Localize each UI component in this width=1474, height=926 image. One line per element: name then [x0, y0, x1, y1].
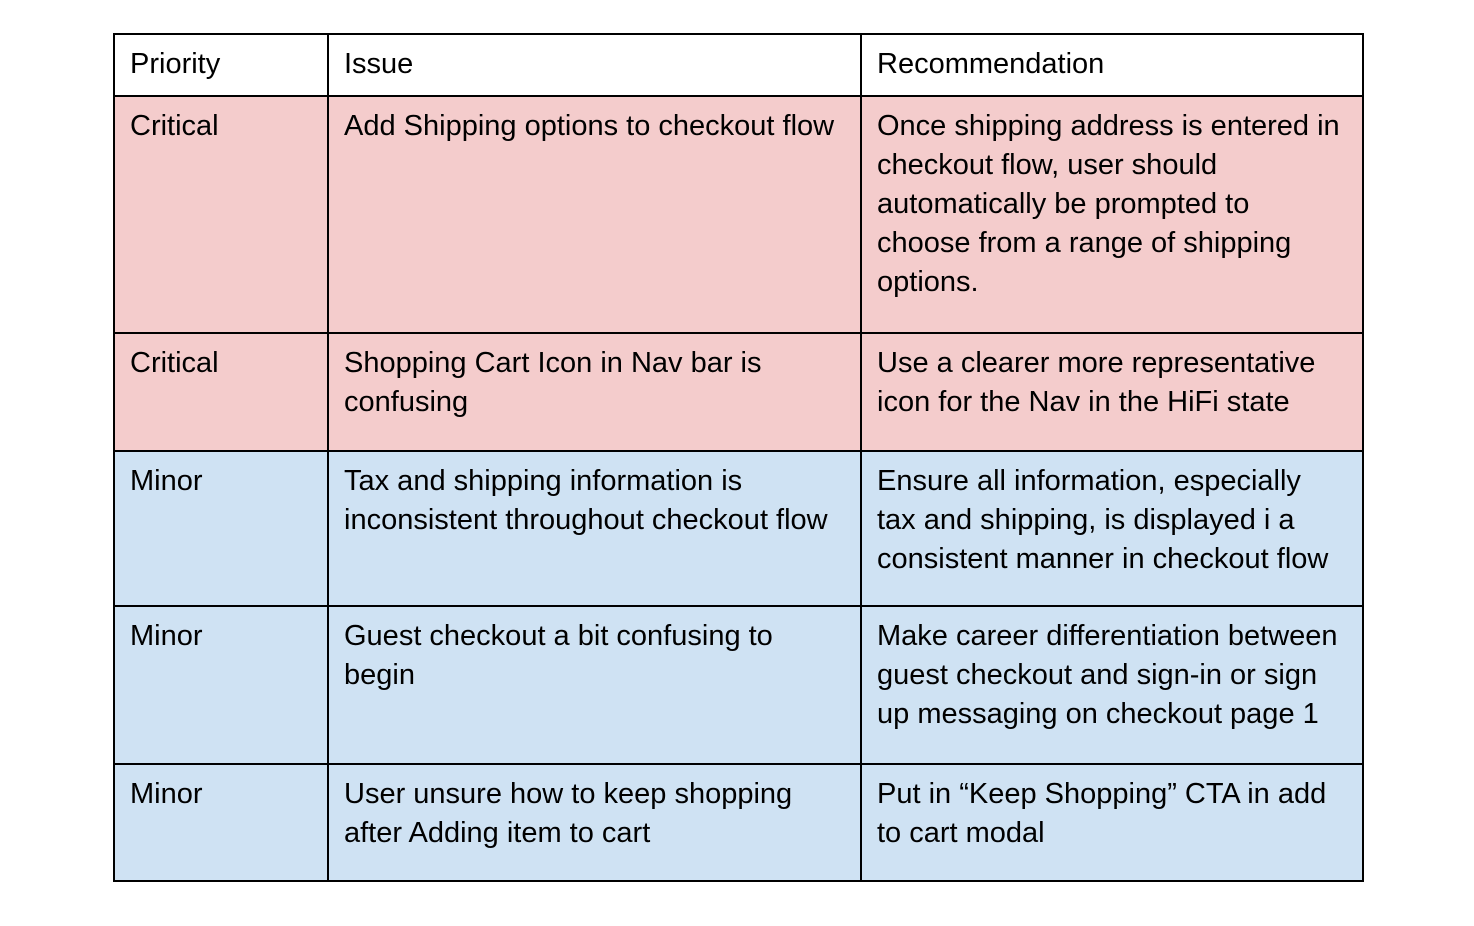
cell-priority: Critical — [114, 96, 328, 333]
column-header-issue: Issue — [328, 34, 861, 96]
cell-issue: Guest checkout a bit confusing to begin — [328, 606, 861, 764]
cell-recommendation: Use a clearer more representative icon for the Nav in the HiFi state — [861, 333, 1363, 451]
cell-priority: Critical — [114, 333, 328, 451]
table-row — [114, 606, 1363, 764]
cell-priority: Minor — [114, 606, 328, 764]
table-row — [114, 333, 1363, 451]
cell-issue: User unsure how to keep shopping after Adding item to cart — [328, 764, 861, 881]
column-header-recommendation: Recommendation — [861, 34, 1363, 96]
cell-issue: Shopping Cart Icon in Nav bar is confusing — [328, 333, 861, 451]
cell-recommendation: Make career differentiation between guest checkout and sign-in or sign up messaging on checkout page 1 — [861, 606, 1363, 764]
table-row — [114, 764, 1363, 881]
cell-priority: Minor — [114, 451, 328, 606]
cell-issue: Add Shipping options to checkout flow — [328, 96, 861, 333]
column-header-priority: Priority — [114, 34, 328, 96]
table-row — [114, 451, 1363, 606]
cell-recommendation: Once shipping address is entered in checkout flow, user should automatically be prompted to choose from a range of shipping options. — [861, 96, 1363, 333]
table-row — [114, 96, 1363, 333]
cell-recommendation: Put in “Keep Shopping” CTA in add to cart modal — [861, 764, 1363, 881]
priority-issues-table — [113, 33, 1364, 882]
cell-issue: Tax and shipping information is inconsistent throughout checkout flow — [328, 451, 861, 606]
cell-priority: Minor — [114, 764, 328, 881]
cell-recommendation: Ensure all information, especially tax and shipping, is displayed i a consistent manner in checkout flow — [861, 451, 1363, 606]
header-row — [114, 34, 1363, 96]
